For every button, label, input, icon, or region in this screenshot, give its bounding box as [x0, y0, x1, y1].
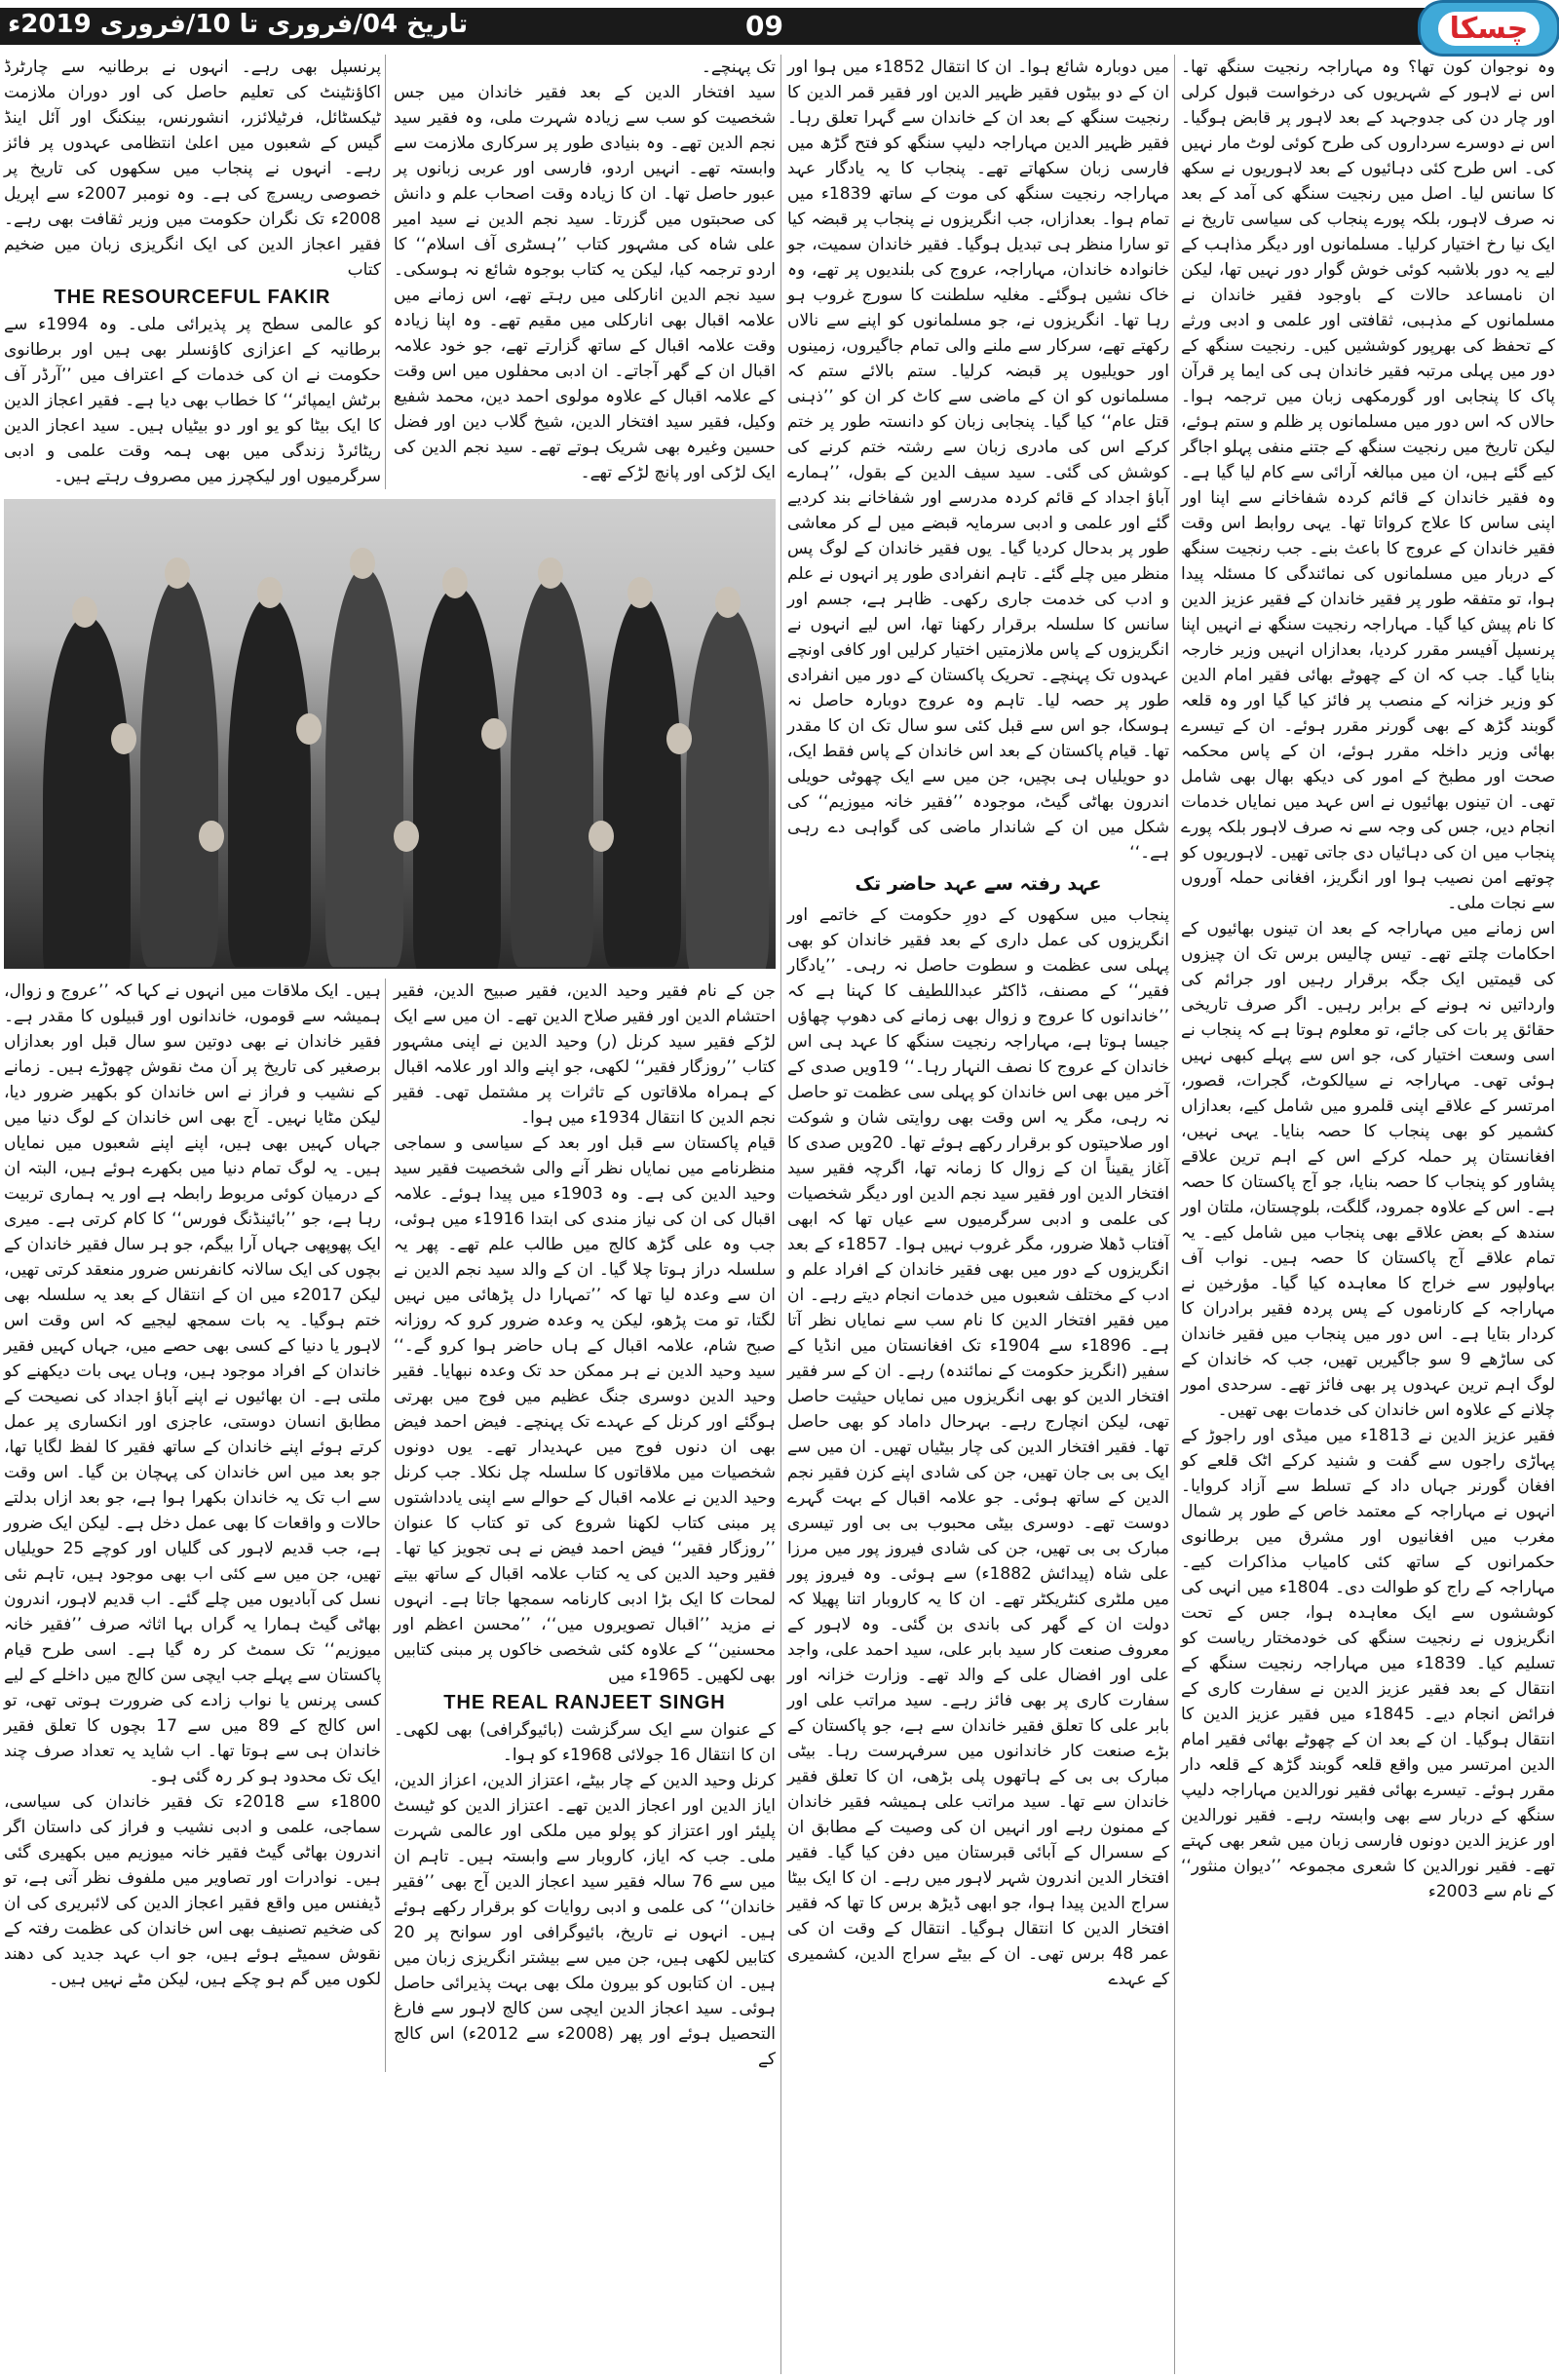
paragraph: پنجاب میں سکھوں کے دورِ حکومت کے خاتمے اور انگریزوں کی عمل داری کے بعد فقیر خاندان کو بھی پہلی سی عظمت و سطوت حاصل نہ رہی۔ ’’یادگار فقیر‘‘ کے مصنف، ڈاکٹر عبداللطیف کا کہنا ہے کہ ’’خاندانوں کا عروج و زوال بھی زمانے کی دھوپ چھاؤں جیسا ہوتا ہے، مہاراجہ رنجیت سنگھ کا عہد ہی اس خاندان کے عروج کا نصف النہار رہا۔‘‘ 19ویں صدی کے آخر میں بھی اس خاندان کو پہلی سی عظمت تو حاصل نہ رہی، مگر یہ اس وقت بھی روایتی شان و شوکت اور صلاحیتوں کو برقرار رکھے ہوئے تھا۔ 20ویں صدی کا آغاز یقیناً ان کے زوال کا زمانہ تھا، اگرچہ فقیر سید افتخار الدین اور فقیر سید نجم الدین اور دیگر شخصیات کی علمی و ادبی سرگرمیوں سے عیاں تھا کہ ابھی آفتاب ڈھلا ضرور، مگر غروب نہیں ہوا۔ 1857ء کے بعد انگریزوں کے دور میں بھی فقیر خاندان کے افراد علم و ادب کے مختلف شعبوں میں خدمات انجام دیتے رہے۔ ان میں فقیر افتخار الدین کا نام سب سے نمایاں نظر آتا ہے۔ 1896ء سے 1904ء تک افغانستان میں انڈیا کے سفیر (انگریز حکومت کے نمائندہ) رہے۔ ان کے سر فقیر افتخار الدین کو بھی انگریزوں میں نمایاں حیثیت حاصل تھی، لیکن انچارج رہے۔ بہرحال داماد کو بھی حاصل تھا۔ فقیر افتخار الدین کی چار بیٹیاں تھیں۔ ان میں سے ایک بی بی جان تھیں، جن کی شادی اپنے کزن فقیر نجم الدین کے ساتھ ہوئی۔ جو علامہ اقبال کے بہت گہرے دوست تھے۔ دوسری بیٹی محبوب بی بی اور تیسری مبارک بی بی تھیں، جن کی شادی فیروز پور میں مرزا علی شاہ (پیدائش 1882ء) سے ہوئی۔ وہ فیروز پور میں ملٹری کنٹریکٹر تھے۔ ان کا یہ کاروبار اتنا پھیلا کہ دولت ان کے گھر کی باندی بن گئی۔ وہ لاہور کے معروف صنعت کار سید بابر علی، سید احمد علی، واجد علی اور افضال علی کے والد تھے۔ وزارت خزانہ اور سفارت کاری پر بھی فائز رہے۔ سید مراتب علی اور بابر علی کا تعلق فقیر خاندان سے ہے، جو پاکستان کے بڑے صنعت کار خاندانوں میں سرفہرست رہا۔ بیٹی مبارک بی بی کے ہاتھوں پلی بڑھی، ان کا تعلق فقیر خاندان سے تھا۔ سید مراتب علی ہمیشہ فقیر خاندان کے ممنون رہے اور انہیں ان کی وصیت کے مطابق ان کے سسرال کے آبائی قبرستان میں دفن کیا گیا۔ فقیر افتخار الدین اندرون شہر لاہور میں رہے۔ ان کا ایک بیٹا سراج الدین پیدا ہوا، جو ابھی ڈیڑھ برس کا تھا کہ فقیر افتخار الدین کا انتقال ہوگیا۔ انتقال کے وقت ان کی عمر 48 برس تھی۔ ان کے بیٹے سراج الدین، کشمیری کے عہدے: [787, 905, 1170, 1989]
issue-date: تاریخ 04/فروری تا 10/فروری 2019ء: [8, 10, 469, 39]
book-title-resourceful-fakir: THE RESOURCEFUL FAKIR: [54, 287, 331, 308]
left-half: [4, 55, 776, 2072]
paragraph: قیام پاکستان سے قبل اور بعد کے سیاسی و سماجی منظرنامے میں نمایاں نظر آنے والی شخصیت فقیر سید وحید الدین کی ہے۔ وہ 1903ء میں پیدا ہوئے۔ علامہ اقبال کی ان کی نیاز مندی کی ابتدا 1916ء میں ہوئی، جب وہ علی گڑھ کالج میں طالب علم تھے۔ پھر یہ سلسلہ دراز ہوتا چلا گیا۔ ان کے والد سید نجم الدین نے ان سے وعدہ لیا تھا کہ ’’تمہارا دل پڑھائی میں نہیں لگتا، تو مت پڑھو، لیکن یہ وعدہ ضرور کرو کہ روزانہ صبح شام، علامہ اقبال کے ہاں حاضر ہوا کرو گے۔‘‘ سید وحید الدین نے ہر ممکن حد تک وعدہ نبھایا۔ فقیر وحید الدین دوسری جنگ عظیم میں فوج میں بھرتی ہوگئے اور کرنل کے عہدے تک پہنچے۔ فیض احمد فیض بھی ان دنوں فوج میں عہدیدار تھے۔ یوں دونوں شخصیات میں ملاقاتوں کا سلسلہ چل نکلا۔ جب کرنل وحید الدین نے علامہ اقبال کے حوالے سے اپنی یادداشتوں پر مبنی کتاب لکھنا شروع کی تو کتاب کا عنوان ’’روزگار فقیر‘‘ فیض احمد فیض نے ہی تجویز کیا تھا۔ فقیر وحید الدین کی یہ کتاب علامہ اقبال کے ساتھ بیتے لمحات کا ایک بڑا ادبی کارنامہ سمجھا جاتا ہے۔ انہوں نے مزید ’’اقبال تصویروں میں‘‘، ’’محسن اعظم اور محسنین‘‘ کے علاوہ کئی شخصی خاکوں پر مبنی کتابیں بھی لکھیں۔ 1965ء میں: [394, 1133, 777, 1685]
page-number: 09: [745, 10, 783, 42]
top-margin: [0, 0, 1559, 6]
article-column-1: [1181, 55, 1555, 1904]
paragraph: تک پہنچے۔: [701, 58, 776, 77]
paragraph: فقیر عزیز الدین نے 1813ء میں میڈی اور راجوڑ کے پہاڑی راجوں سے گفت و شنید کرکے اٹک قلعے کو افغان گورنر جہاں داد کے تسلط سے آزاد کروایا۔ انہوں نے مہاراجہ کے معتمد خاص کے طور پر شمال مغرب میں افغانیوں اور مشرق میں برطانوی حکمرانوں کے ساتھ کئی کامیاب مذاکرات کیے۔ مہاراجہ کے راج کو طوالت دی۔ 1804ء میں انہی کی کوششوں سے ایک معاہدہ ہوا، جس کے تحت انگریزوں نے رنجیت سنگھ کی خودمختار ریاست کو تسلیم کیا۔ 1839ء میں مہاراجہ رنجیت سنگھ کے انتقال کے بعد فقیر عزیز الدین نے سفارت کاری کے فرائض انجام دیے۔ 1845ء میں فقیر عزیز الدین کا انتقال ہوگیا۔ ان کے بعد ان کے چھوٹے بھائی فقیر امام الدین امرتسر میں واقع قلعہ گوبند گڑھ کے قلعہ دار مقرر ہوئے۔ تیسرے بھائی فقیر نورالدین مہاراجہ دلیپ سنگھ کے دربار سے بھی وابستہ رہے۔ فقیر نورالدین اور عزیز الدین دونوں فارسی زبان میں شعر بھی کہتے تھے۔ فقیر نورالدین کا شعری مجموعہ ’’دیوان منثور‘‘ کے نام سے 2003ء: [1181, 1426, 1556, 1901]
newspaper-logo: [1418, 0, 1559, 57]
column-divider: [780, 55, 781, 2374]
paragraph: کرنل وحید الدین کے چار بیٹے، اعتزاز الدین، اعزاز الدین، ایاز الدین اور اعجاز الدین تھے۔ اعتزاز الدین کو ٹیسٹ پلیئر اور اعتزاز کو پولو میں ملکی اور عالمی شہرت ملی۔ جب کہ ایاز، کاروبار سے وابستہ ہیں۔ تاہم ان میں سے 76 سالہ فقیر سید اعجاز الدین آج بھی ’’فقیر خاندان‘‘ کی علمی و ادبی روایات کو برقرار رکھے ہوئے ہیں۔ انہوں نے تاریخ، بائیوگرافی اور سوانح پر 20 کتابیں لکھی ہیں، جن میں سے بیشتر انگریزی زبان میں ہیں۔ ان کتابوں کو بیرون ملک بھی بہت پذیرائی حاصل ہوئی۔ سید اعجاز الدین ایچی سن کالج لاہور سے فارغ التحصیل ہوئے اور پھر (2008ء سے 2012ء) اس کالج کے: [394, 1771, 776, 2069]
paragraph: پرنسپل بھی رہے۔ انہوں نے برطانیہ سے چارٹرڈ اکاؤنٹینٹ کی تعلیم حاصل کی اور دوران ملازمت ٹیکسٹائل، فرٹیلائزر، انشورنس، بینکنگ اور آئل اینڈ گیس کے شعبوں میں اعلیٰ انتظامی عہدوں پر فائز رہے۔ انہوں نے پنجاب میں سکھوں کی تاریخ پر خصوصی ریسرچ کی ہے۔ وہ نومبر 2007ء سے اپریل 2008ء تک نگران حکومت میں وزیر ثقافت بھی رہے۔ فقیر اعجاز الدین کی ایک انگریزی زبان میں ضخیم کتاب: [4, 58, 381, 280]
top-column-pair: [4, 55, 776, 489]
page-header-bar: [0, 8, 1432, 45]
paragraph: 1800ء سے 2018ء تک فقیر خاندان کی سیاسی، سماجی، علمی و ادبی نشیب و فراز کی داستان اگر اندرون بھاٹی گیٹ فقیر خانہ میوزیم میں بکھیری گئی ہیں۔ نوادرات اور تصاویر میں ملفوف نظر آتی ہے، تو ڈیفنس میں واقع فقیر اعجاز الدین کی لائبریری کی ان کی ضخیم تصنیف بھی اس خاندان کی عظمت رفتہ کے نقوش سمیٹے ہوئے ہیں، جو اب عہد جدید کی دھند لکوں میں گم ہو چکے ہیں، لیکن مٹے نہیں ہیں۔: [4, 1792, 381, 1989]
logo-text: چسکا: [1438, 12, 1540, 46]
article-column-6: [4, 979, 386, 2072]
article-column-2: [787, 55, 1169, 1992]
paragraph: سید افتخار الدین کے بعد فقیر خاندان میں جس شخصیت کو سب سے زیادہ شہرت ملی، وہ فقیر سید نجم الدین تھے۔ وہ بنیادی طور پر سرکاری ملازمت سے وابستہ تھے۔ انہیں اردو، فارسی اور عربی زبانوں پر عبور حاصل تھا۔ ان کا زیادہ وقت اصحاب علم و دانش کی صحبتوں میں گزرتا۔ سید نجم الدین نے سید امیر علی شاہ کی مشہور کتاب ’’ہسٹری آف اسلام‘‘ کا اردو ترجمہ کیا، لیکن یہ کتاب بوجوہ شائع نہ ہوسکی۔ سید نجم الدین انارکلی میں رہتے تھے، اس زمانے میں علامہ اقبال بھی انارکلی میں مقیم تھے۔ وہ اپنا زیادہ وقت علامہ اقبال کے ساتھ گزارتے تھے، جو خود علامہ اقبال ان کے گھر آجاتے۔ ان ادبی محفلوں میں اس وقت کے علامہ اقبال کے علاوہ مولوی احمد دین، محمد شفیع وکیل، فقیر سید افتخار الدین، شیخ گلاب دین اور فضل حسین وغیرہ بھی شریک ہوتے تھے۔ سید نجم الدین کی ایک لڑکی اور پانچ لڑکے تھے۔: [394, 83, 776, 482]
paragraph: کے عنوان سے ایک سرگزشت (بائیوگرافی) بھی لکھی۔ ان کا انتقال 16 جولائی 1968ء کو ہوا۔: [394, 1720, 776, 1765]
paragraph: میں دوبارہ شائع ہوا۔ ان کا انتقال 1852ء میں ہوا اور ان کے دو بیٹوں فقیر ظہیر الدین اور فقیر قمر الدین کا رنجیت سنگھ کے بعد ان کے خاندان سے گہرا تعلق رہا۔ فقیر ظہیر الدین مہاراجہ دلیپ سنگھ کو فتح گڑھ میں فارسی زبان سکھاتے تھے۔ پنجاب کا یہ یادگار عہد مہاراجہ رنجیت سنگھ کی موت کے ساتھ 1839ء میں تمام ہوا۔ بعدازاں، جب انگریزوں نے پنجاب پر قبضہ کیا تو سارا منظر ہی تبدیل ہوگیا۔ فقیر خاندان سمیت، جو خانوادہ خاندان، مہاراجہ، عروج کی بلندیوں پر تھے، وہ خاک نشیں ہوگئے۔ مغلیہ سلطنت کا سورج غروب ہو رہا تھا۔ انگریزوں نے، جو مسلمانوں کو اپنے سے نالاں رکھتے تھے، سرکار سے ملنے والی تمام جاگیروں، زمینوں اور حویلیوں پر قبضہ کرلیا۔ ستم بالائے ستم کہ مسلمانوں کو ان کے ماضی سے کاٹ کر ان کو ’’ذہنی قتل عام‘‘ کیا گیا۔ پنجابی زبان کو دانستہ طور پر ختم کرکے اس کی مادری زبان سے رشتہ ختم کرنے کی کوشش کی گئی۔ سید سیف الدین کے بقول، ’’ہمارے آباؤ اجداد کے قائم کردہ مدرسے اور شفاخانے بند کردیے گئے اور علمی و ادبی سرمایہ قبضے میں لے کر معاشی طور پر بدحال کردیا گیا۔ یوں فقیر خاندان کے لوگ پس منظر میں چلے گئے۔ تاہم انفرادی طور پر انہوں نے علم و ادب کی خدمت جاری رکھی۔ ظاہر ہے، جسم اور سانس کا سلسلہ برقرار رکھنا تھا، اس لیے انہوں نے انگریزوں کے پاس ملازمتیں اختیار کرلیں اور کافی اونچے عہدوں تک پہنچے۔ تحریک پاکستان کے دور میں انفرادی طور پر حصہ لیا۔ تاہم وہ عروج دوبارہ حاصل نہ ہوسکا، جو اس سے قبل کئی سو سال تک ان کا مقدر تھا۔ قیام پاکستان کے بعد اس خاندان کے پاس فقط ایک، دو حویلیاں ہی بچیں، جن میں سے ایک چھوٹی حویلی اندرون بھاٹی گیٹ، موجودہ ’’فقیر خانہ میوزیم‘‘ کی شکل میں ان کے شاندار ماضی کی گواہی دے رہی ہے۔‘‘: [787, 58, 1169, 863]
article-column-5: [394, 979, 776, 2072]
article-column-4: [4, 55, 386, 489]
paragraph: اس زمانے میں مہاراجہ کے بعد ان تینوں بھائیوں کے احکامات چلتے تھے۔ تیس چالیس برس تک ان چیزوں کی قیمتیں ایک جگہ برقرار رہیں اور جرائم کی وارداتیں نہ ہونے کے برابر رہیں۔ اگر صرف تاریخی حقائق پر بات کی جائے، تو معلوم ہوتا ہے کہ پنجاب نے اسی وسعت اختیار کی، جو اس سے پہلے کبھی نہیں ہوئی تھی۔ مہاراجہ نے سیالکوٹ، گجرات، قصور، امرتسر کے علاقے اپنی قلمرو میں شامل کیے، بعدازاں کشمیر کو بھی پنجاب کا حصہ بنایا۔ یہی نہیں، افغانستان پر حملہ کرکے اس کے اہم ترین علاقے پشاور کو پنجاب کا حصہ بنایا، جو آج پاکستان کا حصہ ہے۔ اس کے علاوہ جمرود، گلگت، بلوچستان، ملتان اور سندھ کے بعض علاقے بھی پنجاب میں شامل کیے۔ یہ تمام علاقے آج پاکستان کا حصہ ہیں۔ نواب آف بہاولپور سے خراج کا معاہدہ کیا گیا۔ مؤرخین نے مہاراجہ کے کارناموں کے پس پردہ فقیر برادران کا کردار بتایا ہے۔ اس دور میں پنجاب میں فقیر خاندان کی ساڑھے 9 سو جاگیریں تھیں، جب کہ خاندان کے لوگ اہم ترین عہدوں پر بھی فائز تھے۔ سرحدی امور چلانے کے علاوہ اس خاندان کی خدمات بھی تھیں۔: [1181, 919, 1555, 1420]
group-photo: [4, 499, 776, 969]
bottom-column-pair: [4, 979, 776, 2072]
book-title-real-ranjeet-singh: THE REAL RANJEET SINGH: [443, 1692, 726, 1713]
paragraph: جن کے نام فقیر وحید الدین، فقیر صبیح الدین، فقیر احتشام الدین اور فقیر صلاح الدین تھے۔ ان میں سے ایک لڑکے فقیر سید کرنل (ر) وحید الدین نے اپنی مشہور کتاب ’’روزگار فقیر‘‘ لکھی، جو اپنے والد اور علامہ اقبال کے ہمراہ ملاقاتوں کے تاثرات پر مشتمل تھی۔ فقیر نجم الدین کا انتقال 1934ء میں ہوا۔: [394, 981, 776, 1128]
article-column-3: [394, 55, 776, 489]
paragraph: وہ نوجوان کون تھا؟ وہ مہاراجہ رنجیت سنگھ تھا۔ اس نے لاہور کے شہریوں کی درخواست قبول کرلی اور چار دن کی جدوجہد کے بعد لاہور پر قابض ہوگیا۔ اس نے دوسرے سرداروں کی طرح کوئی لوٹ مار نہیں کی۔ اس طرح کئی دہائیوں کے بعد لاہوریوں نے سکھ کا سانس لیا۔ اصل میں رنجیت سنگھ کی آمد کے بعد نہ صرف لاہور، بلکہ پورے پنجاب کی سیاسی تاریخ نے ایک نیا رخ اختیار کرلیا۔ مسلمانوں اور دیگر مذاہب کے لیے یہ دور بلاشبہ کوئی خوش گوار دور نہیں تھا، لیکن ان نامساعد حالات کے باوجود فقیر خاندان نے مسلمانوں کے مذہبی، ثقافتی اور علمی و ادبی ورثے کے تحفظ کی بھرپور کوششیں کیں۔ رنجیت سنگھ کے دور میں پہلی مرتبہ فقیر خاندان ہی کی ایما پر قرآن پاک کا پنجابی اور گورمکھی زبان میں ترجمہ ہوا۔ حالاں کہ اس دور میں مسلمانوں پر ظلم و ستم ہوئے، لیکن تاریخ میں رنجیت سنگھ کے جتنے منفی پہلو اجاگر کیے گئے ہیں، ان میں مبالغہ آرائی سے کام لیا گیا ہے۔ وہ فقیر خاندان کے قائم کردہ شفاخانے سے اپنا اور اپنی ساس کا علاج کرواتا تھا۔ یہی روابط اس وقت فقیر خاندان کے عروج کا باعث بنے۔ جب رنجیت سنگھ کے دربار میں مسلمانوں کی نمائندگی کا مسئلہ پیدا ہوا، تو متفقہ طور پر فقیر خاندان کے فقیر عزیز الدین کا نام پیش کیا گیا۔ مہاراجہ رنجیت سنگھ نے انہیں اپنا پرنسپل آفیسر مقرر کردیا، بعدازاں انہیں وزیر خارجہ بنایا گیا۔ جب کہ ان کے چھوٹے بھائی فقیر امام الدین کو وزیر خزانہ کے منصب پر فائز کیا گیا اور وہ قلعہ گوبند گڑھ کے بھی گورنر مقرر ہوئے۔ ان کے تیسرے بھائی وزیر داخلہ مقرر ہوئے، ان کے پاس محکمہ صحت اور مطبخ کے امور کی دیکھ بھال بھی شامل تھی۔ ان تینوں بھائیوں نے اس عہد میں نمایاں خدمات انجام دیں، جس کی وجہ سے نہ صرف لاہور بلکہ پورے پنجاب میں ان کی دہائیاں دی جاتی تھیں۔ لاہوریوں کو چوتھے امن نصیب ہوا اور انگریز، افغانی حملہ آوروں سے نجات ملی۔: [1181, 58, 1555, 913]
column-divider: [1174, 55, 1175, 2374]
section-subheading: عہد رفتہ سے عہد حاضر تک: [855, 873, 1102, 895]
paragraph: ہیں۔ ایک ملاقات میں انہوں نے کہا کہ ’’عروج و زوال، ہمیشہ سے قوموں، خاندانوں اور قبیلوں کا مقدر ہے۔ فقیر خاندان نے بھی دوتین سو سال قبل اور بعدازاں برصغیر کی تاریخ پر اَن مٹ نقوش چھوڑے ہیں۔ زمانے کے نشیب و فراز نے اس خاندان کو بکھیر ضرور دیا، لیکن مٹایا نہیں۔ آج بھی اس خاندان کے لوگ دنیا میں جہاں کہیں بھی ہیں، اپنے اپنے شعبوں میں نمایاں ہیں۔ یہ لوگ تمام دنیا میں بکھرے ہوئے ہیں، البتہ ان کے درمیان کوئی مربوط رابطہ ہے اور یہ ہماری تربیت رہا ہے، جو ’’بائینڈنگ فورس‘‘ کا کام کرتی ہے۔ میری ایک پھوپھی جہاں آرا بیگم، جو ہر سال فقیر خاندان کے بچوں کی ایک سالانہ کانفرنس ضرور منعقد کرتی تھیں، لیکن 2017ء میں ان کے انتقال کے بعد یہ سلسلہ بھی ختم ہوگیا۔ یہ بات سمجھ لیجیے کہ اس وقت اس لاہور یا دنیا کے کسی بھی حصے میں، جہاں کہیں فقیر خاندان کے افراد موجود ہیں، وہاں یہی بات دیکھنے کو ملتی ہے۔ ان بھائیوں نے اپنے آباؤ اجداد کی نصیحت کے مطابق انسان دوستی، عاجزی اور انکساری پر عمل کرتے ہوئے اپنے خاندان کے ساتھ فقیر کا لفظ لگایا تھا، جو بعد میں اس خاندان کی پہچان بن گیا۔ اس وقت سے اب تک یہ خاندان بکھرا ہوا ہے، جو بعد ازاں بدلتے حالات و واقعات کا بھی عمل دخل ہے۔ لیکن ایک ضرور ہے، جب قدیم لاہور کی گلیاں اور کوچے 25 حویلیاں تھیں، جن میں سے کئی اب بھی موجود ہیں، تاہم نئی نسل کی آبادیوں میں چلے گئے۔ اب قدیم لاہور، اندرون بھاٹی گیٹ ہمارا یہ گراں بہا اثاثہ صرف ’’فقیر خانہ میوزیم‘‘ تک سمٹ کر رہ گیا ہے۔ اسی طرح قیام پاکستان سے پہلے جب ایچی سن کالج میں داخلے کے لیے کسی پرنس یا نواب زادے کی ضرورت ہوتی تھی، تو اس کالج کے 89 میں سے 17 بچوں کا تعلق فقیر خاندان ہی سے ہوتا تھا۔ اب شاید یہ تعداد صرف چند ایک تک محدود ہو کر رہ گئی ہو۔: [4, 981, 381, 1786]
paragraph: کو عالمی سطح پر پذیرائی ملی۔ وہ 1994ء سے برطانیہ کے اعزازی کاؤنسلر بھی ہیں اور برطانوی حکومت نے ان کی خدمات کے اعتراف میں ’’آرڈر آف برٹش ایمپائر‘‘ کا خطاب بھی دیا ہے۔ فقیر اعجاز الدین کا ایک بیٹا کو یو اور دو بیٹیاں ہیں۔ سید اعجاز الدین ریٹائرڈ زندگی میں بھی ہمہ وقت علمی و ادبی سرگرمیوں اور لیکچرز میں مصروف رہتے ہیں۔: [4, 315, 381, 486]
